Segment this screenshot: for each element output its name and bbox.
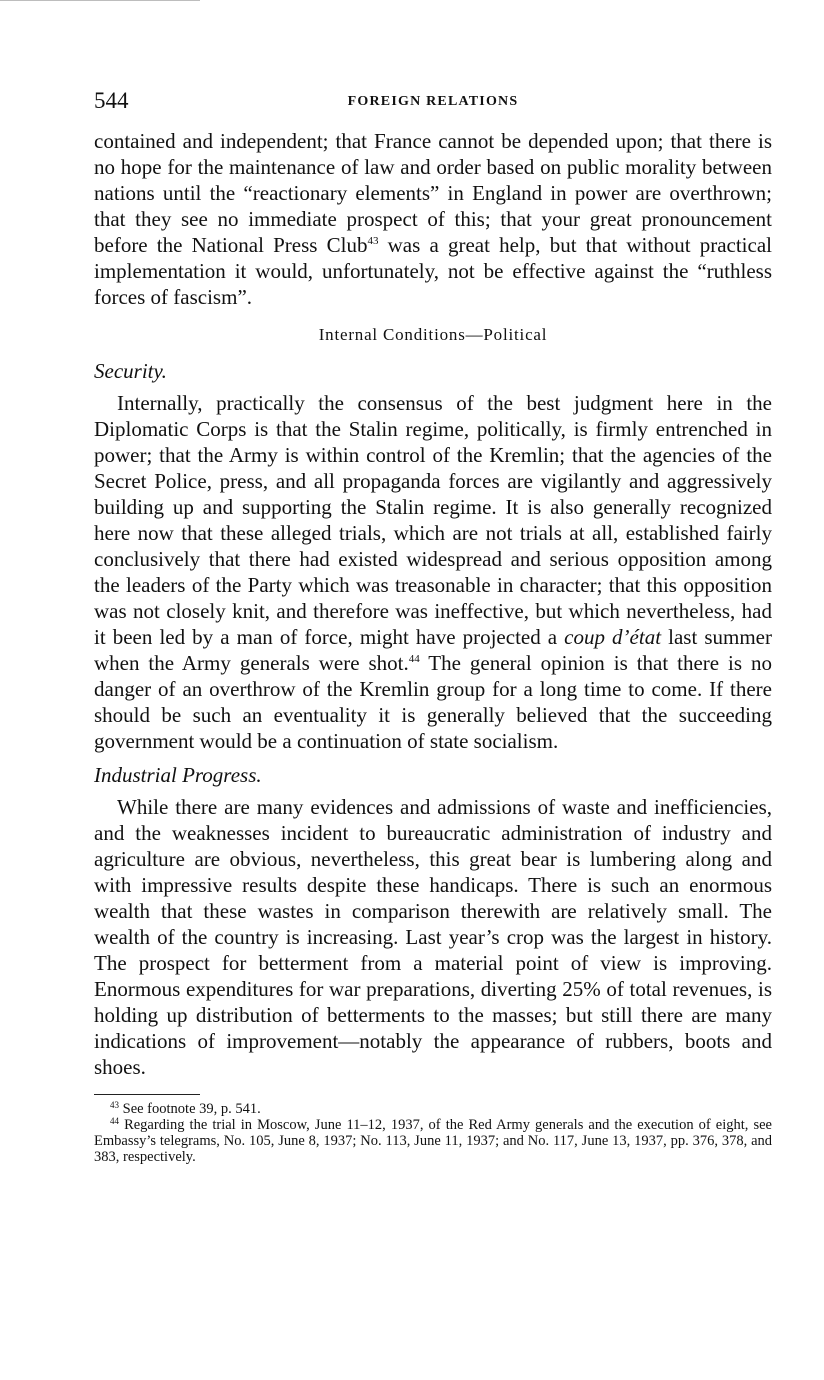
running-head — [94, 88, 772, 120]
paragraph-industrial-progress: While there are many evidences and admissions of waste and inefficiencies, and the weaknesses incident to bureaucratic administration of industry and agriculture are obvious, nevertheless, this great bear is lumbering along and with impressive results despite these handicaps. There is such an enormous wealth that these wastes in comparison therewith are relatively small. The wealth of the country is increasing. Last year’s crop was the largest in history. The prospect for betterment from a material point of view is improving. Enormous expenditures for war preparations, diverting 25% of total revenues, is holding up distribution of betterments to the masses; but still there are many indications of improvement—notably the appearance of rubbers, boots and shoes. — [94, 795, 772, 1079]
footnotes — [94, 1101, 772, 1165]
document-page — [94, 88, 772, 1165]
paragraph-text: The general opinion is that there is no danger of an overthrow of the Kremlin group for a long time to come. If there should be such an eventuality it is generally believed that the succeeding government would be a continuation of state socialism. — [94, 651, 773, 753]
body-text — [94, 128, 772, 1080]
running-title: FOREIGN RELATIONS — [347, 94, 519, 109]
paragraph-text: was a great help, but that without practical implementation it would, unfortunately, not be effective against the “ruthless forces of fascism”. — [94, 233, 772, 309]
paragraph-text: contained and independent; that France cannot be depended upon; that there is no hope for the maintenance of law and order based on public morality between nations until the “reactionary elements” in England in power are overthrown; that they see no immediate prospect of this; that your great pronouncement before the National Press Club — [94, 129, 772, 257]
footnote-text: See footnote 39, p. 541. — [119, 1101, 261, 1117]
footnote-ref-43: 43 — [367, 235, 379, 247]
paragraph-security — [94, 390, 772, 754]
footnote-divider — [94, 1094, 200, 1095]
footnote-text: Regarding the trial in Moscow, June 11–12, 1937, of the Red Army generals and the execution of eight, see Embassy’s telegrams, No. 105, June 8, 1937; No. 113, June 11, 1937; and No. 117, June 13, 1937, pp. 376, 378, and 383, respectively. — [94, 1117, 772, 1165]
footnote-number: 44 — [110, 1116, 119, 1126]
footnote-number: 43 — [110, 1100, 119, 1110]
page-number: 544 — [94, 88, 129, 113]
subheading-security: Security. — [94, 359, 167, 383]
footnote-44 — [94, 1117, 772, 1165]
footnote-ref-44: 44 — [408, 653, 420, 665]
top-edge-rule — [0, 0, 200, 1]
footnote-43 — [94, 1101, 772, 1117]
italic-phrase: coup d’état — [564, 625, 662, 649]
paragraph-continued — [94, 128, 772, 310]
subheading-industrial-progress: Industrial Progress. — [94, 763, 262, 787]
paragraph-text: Internally, practically the consensus of the best judgment here in the Diplomatic Corps is that the Stalin regime, politically, is firmly entrenched in power; that the Army is within control of the Kremlin; that the agencies of the Secret Police, press, and all propaganda forces are vigilantly and aggressively building up and supporting the Stalin regime. It is also generally recognized here now that these alleged trials, which are not trials at all, established fairly conclusively that there had existed widespread and serious opposition among the leaders of the Party which was treasonable in character; that this opposition was not closely knit, and therefore was ineffective, but which nevertheless, had it been led by a man of force, might have projected a — [94, 391, 772, 649]
section-heading: Internal Conditions—Political — [318, 325, 548, 344]
paragraph-text: last summer when the Army generals were shot. — [94, 625, 772, 675]
